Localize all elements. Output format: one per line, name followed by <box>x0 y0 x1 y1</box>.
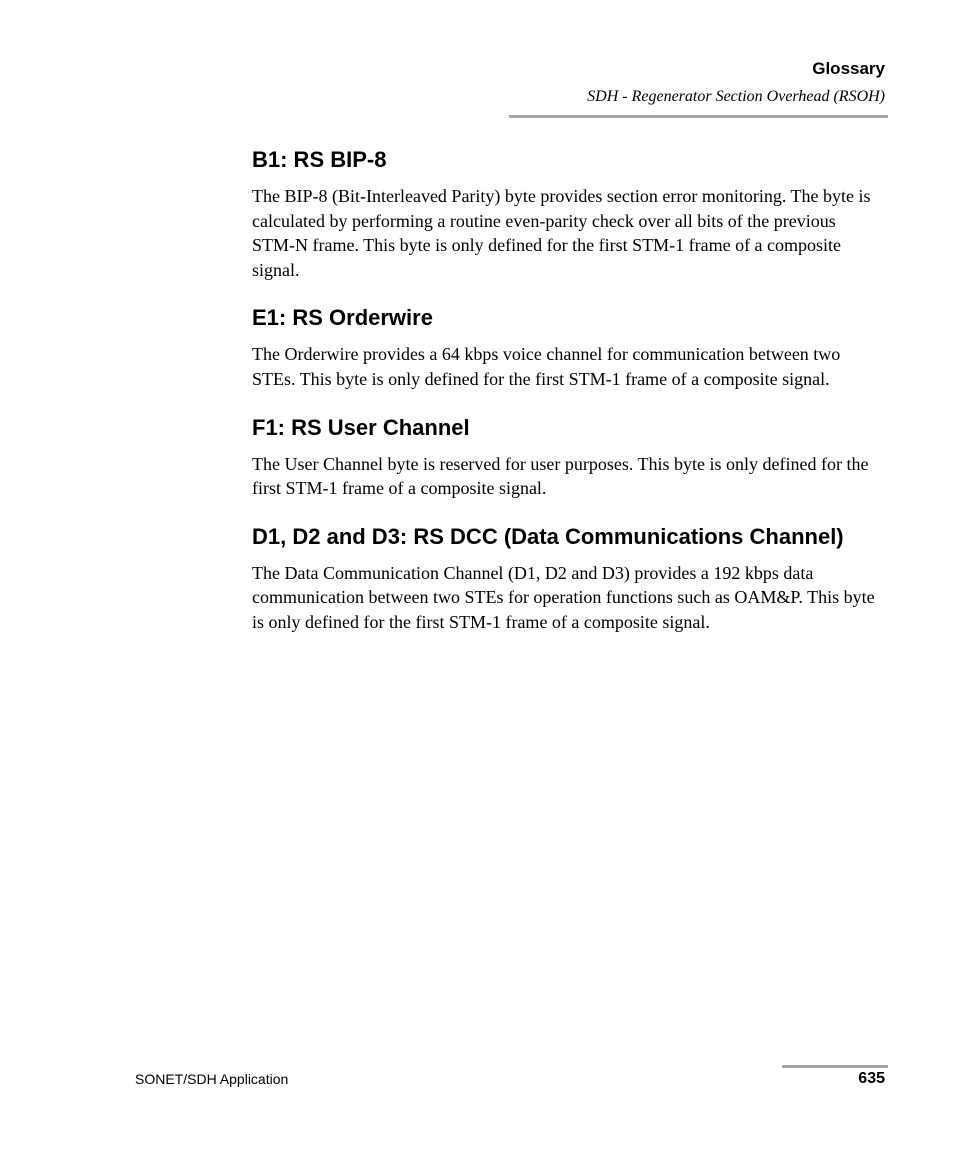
section-heading: B1: RS BIP-8 <box>252 147 387 172</box>
section-e1 <box>252 302 877 391</box>
section-heading: F1: RS User Channel <box>252 414 470 440</box>
section-heading: D1, D2 and D3: RS DCC (Data Communications Channel) <box>252 523 844 549</box>
footer-document-name: SONET/SDH Application <box>135 1071 289 1087</box>
page-content <box>252 144 877 655</box>
section-d1-d2-d3 <box>252 521 877 635</box>
section-body: The Data Communication Channel (D1, D2 and D3) provides a 192 kbps data communication between two STEs for operation functions such as OAM&P. This byte is only defined for the first STM-1 frame of a composite signal. <box>252 562 875 632</box>
header-divider <box>509 115 888 118</box>
section-b1 <box>252 144 877 282</box>
section-body: The User Channel byte is reserved for user purposes. This byte is only defined for the first STM-1 frame of a composite signal. <box>252 453 869 499</box>
section-body: The Orderwire provides a 64 kbps voice channel for communication between two STEs. This byte is only defined for the first STM-1 frame of a composite signal. <box>252 344 841 389</box>
section-heading: E1: RS Orderwire <box>252 305 433 331</box>
header-chapter-title: Glossary <box>812 59 885 78</box>
header-section-subtitle: SDH - Regenerator Section Overhead (RSOH) <box>587 88 885 105</box>
page-number: 635 <box>858 1070 885 1087</box>
footer-divider <box>782 1065 888 1068</box>
section-body: The BIP-8 (Bit-Interleaved Parity) byte provides section error monitoring. The byte is calculated by performing a routine even-parity check over all bits of the previous STM-N frame. This byte is only defined for the first STM-1 frame of a composite signal. <box>252 186 871 280</box>
section-f1 <box>252 412 877 501</box>
